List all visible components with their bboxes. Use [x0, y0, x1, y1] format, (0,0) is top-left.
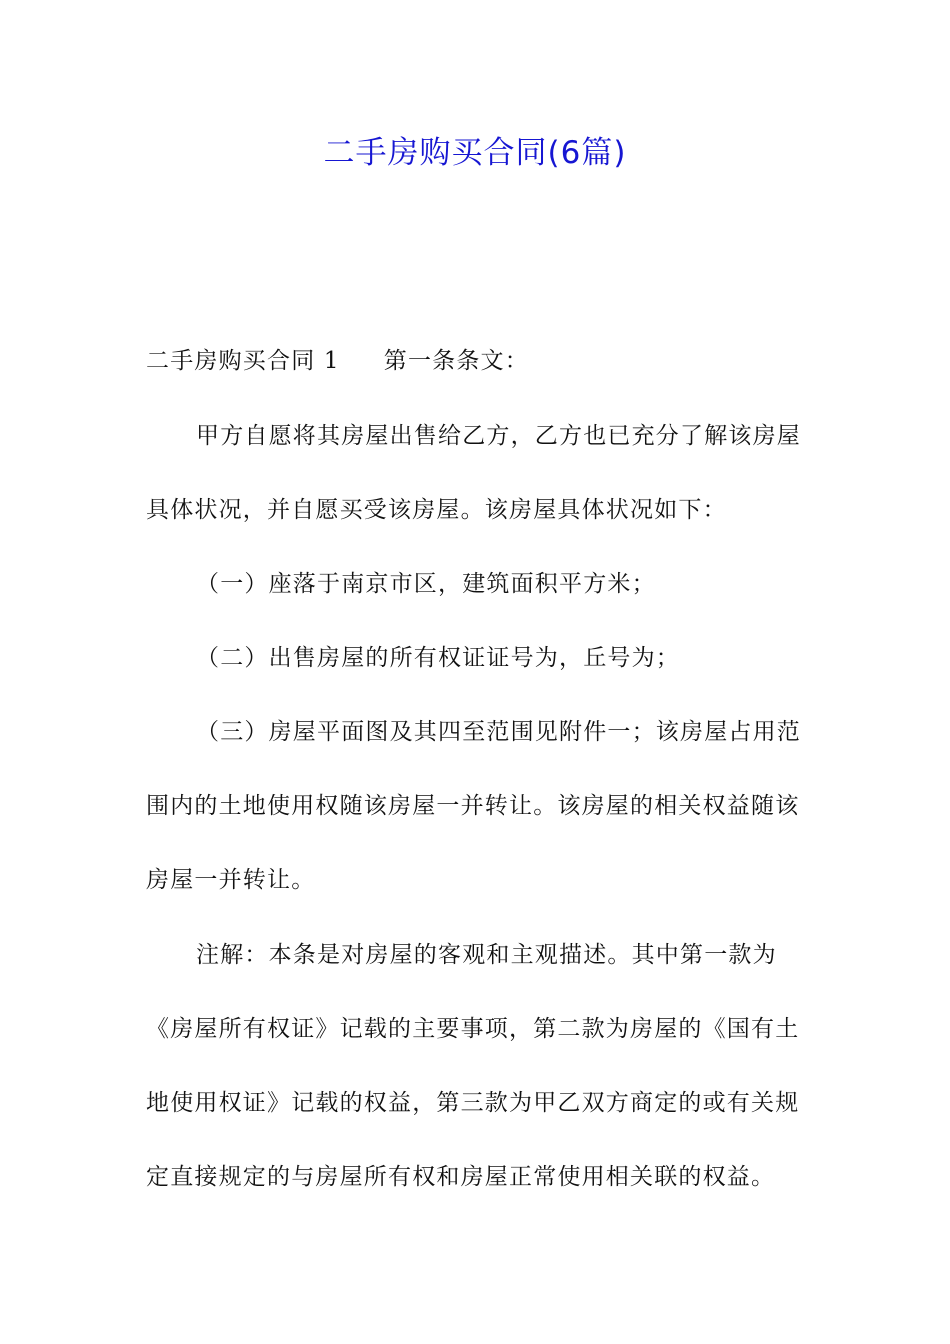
paragraph-line: 围内的土地使用权随该房屋一并转让。该房屋的相关权益随该 [146, 793, 800, 819]
document-title: 二手房购买合同(6篇) [323, 135, 627, 171]
paragraph-line: （二）出售房屋的所有权证证号为，丘号为； [196, 645, 680, 671]
paragraph-line: 注解：本条是对房屋的客观和主观描述。其中第一款为 [196, 942, 777, 968]
paragraph-line: 甲方自愿将其房屋出售给乙方，乙方也已充分了解该房屋 [196, 423, 801, 449]
paragraph-line: 房屋一并转让。 [146, 867, 316, 893]
paragraph-line: 定直接规定的与房屋所有权和房屋正常使用相关联的权益。 [146, 1164, 776, 1190]
clause-heading: 第一条条文： [383, 348, 529, 374]
first-line [146, 343, 826, 379]
paragraph-line: 具体状况，并自愿买受该房屋。该房屋具体状况如下： [146, 497, 727, 523]
paragraph-line: （一）座落于南京市区，建筑面积平方米； [196, 571, 656, 597]
paragraph-line: （三）房屋平面图及其四至范围见附件一；该房屋占用范 [196, 719, 801, 745]
section-label: 二手房购买合同 1 [146, 348, 340, 374]
paragraph-line: 《房屋所有权证》记载的主要事项，第二款为房屋的《国有土 [146, 1016, 800, 1042]
paragraph-line: 地使用权证》记载的权益，第三款为甲乙双方商定的或有关规 [146, 1090, 800, 1116]
